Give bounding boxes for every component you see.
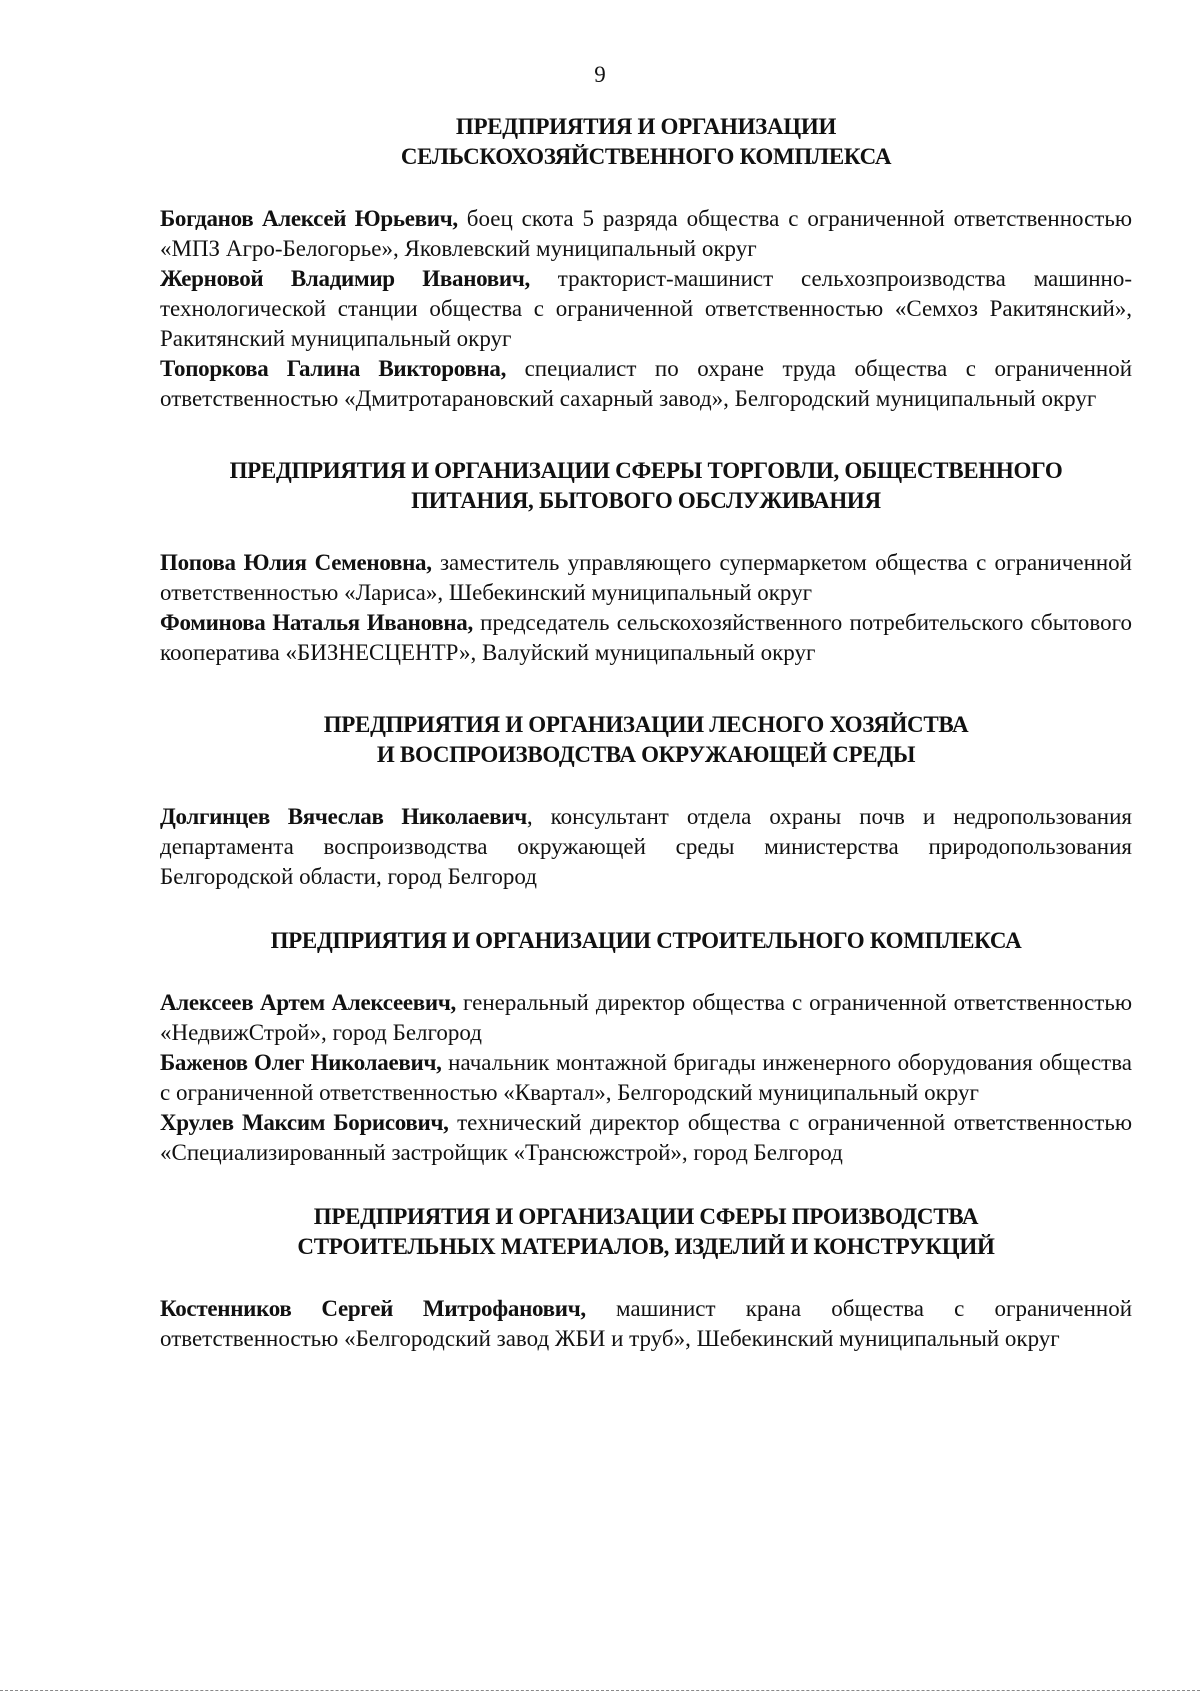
award-entry: [160, 1048, 1132, 1108]
award-entry: [160, 204, 1132, 264]
award-entry: [160, 354, 1132, 414]
section-title-line: СТРОИТЕЛЬНЫХ МАТЕРИАЛОВ, ИЗДЕЛИЙ И КОНСТРУКЦИЙ: [297, 1234, 995, 1259]
awardee-name: Жерновой Владимир Иванович,: [160, 266, 530, 291]
award-entry: [160, 988, 1132, 1048]
page-number: 9: [594, 62, 606, 87]
awardee-position: председатель сельскохозяйственного потребительского сбытового кооператива «БИЗНЕСЦЕНТР», Валуйский муниципальный округ: [160, 610, 1132, 665]
awardee-name: Алексеев Артем Алексеевич,: [160, 990, 456, 1015]
section-building-materials: [160, 1202, 1132, 1354]
section-title-line: ПРЕДПРИЯТИЯ И ОРГАНИЗАЦИИ СФЕРЫ ПРОИЗВОДСТВА: [313, 1204, 979, 1229]
document-body: [160, 112, 1132, 1354]
awardee-name: Топоркова Галина Викторовна,: [160, 356, 507, 381]
awardee-name: Фоминова Наталья Ивановна,: [160, 610, 473, 635]
award-entry: [160, 802, 1132, 892]
section-title: [160, 710, 1132, 770]
awardee-name: Костенников Сергей Митрофанович,: [160, 1296, 586, 1321]
awardee-position: начальник монтажной бригады инженерного оборудования общества с ограниченной ответственностью «Квартал», Белгородский муниципальный округ: [160, 1050, 1132, 1105]
award-entry: [160, 1294, 1132, 1354]
section-forestry: [160, 710, 1132, 892]
section-title: [160, 926, 1132, 956]
section-title-line: СЕЛЬСКОХОЗЯЙСТВЕННОГО КОМПЛЕКСА: [400, 144, 892, 169]
section-title-line: ПРЕДПРИЯТИЯ И ОРГАНИЗАЦИИ СТРОИТЕЛЬНОГО КОМПЛЕКСА: [270, 928, 1022, 953]
award-entry: [160, 1108, 1132, 1168]
awardee-name: Хрулев Максим Борисович,: [160, 1110, 449, 1135]
section-title-line: ПРЕДПРИЯТИЯ И ОРГАНИЗАЦИИ ЛЕСНОГО ХОЗЯЙСТВА: [323, 712, 969, 737]
award-entry: [160, 548, 1132, 608]
awardee-position: генеральный директор общества с ограниченной ответственностью «НедвижСтрой», город Белгород: [160, 990, 1133, 1045]
section-agriculture: [160, 112, 1132, 414]
page-edge-line: [0, 1690, 1200, 1692]
award-entry: [160, 608, 1132, 668]
awardee-position: машинист крана общества с ограниченной ответственностью «Белгородский завод ЖБИ и труб», Шебекинский муниципальный округ: [160, 1296, 1132, 1351]
section-trade: [160, 456, 1132, 668]
section-construction: [160, 926, 1132, 1168]
section-title: [160, 456, 1132, 516]
awardee-position: боец скота 5 разряда общества с ограниченной ответственностью «МПЗ Агро-Белогорье», Яковлевский муниципальный округ: [160, 206, 1133, 261]
awardee-name: Баженов Олег Николаевич,: [160, 1050, 442, 1075]
award-entry: [160, 264, 1132, 354]
awardee-position: , консультант отдела охраны почв и недропользования департамента воспроизводства окружающей среды министерства природопользования Белгородской области, город Белгород: [160, 804, 1132, 889]
awardee-name: Долгинцев Вячеслав Николаевич: [160, 804, 527, 829]
section-title-line: И ВОСПРОИЗВОДСТВА ОКРУЖАЮЩЕЙ СРЕДЫ: [376, 742, 916, 767]
awardee-name: Богданов Алексей Юрьевич,: [160, 206, 458, 231]
awardee-position: тракторист-машинист сельхозпроизводства машинно-технологической станции общества с ограниченной ответственностью «Семхоз Ракитянский», Ракитянский муниципальный округ: [160, 266, 1132, 351]
awardee-position: заместитель управляющего супермаркетом общества с ограниченной ответственностью «Лариса», Шебекинский муниципальный округ: [160, 550, 1132, 605]
awardee-name: Попова Юлия Семеновна,: [160, 550, 432, 575]
awardee-position: технический директор общества с ограниченной ответственностью «Специализированный застройщик «Трансюжстрой», город Белгород: [160, 1110, 1132, 1165]
section-title-line: ПРЕДПРИЯТИЯ И ОРГАНИЗАЦИИ: [455, 114, 837, 139]
section-title: [160, 112, 1132, 172]
section-title: [160, 1202, 1132, 1262]
awardee-position: специалист по охране труда общества с ограниченной ответственностью «Дмитротарановский сахарный завод», Белгородский муниципальный округ: [160, 356, 1133, 411]
section-title-line: ПРЕДПРИЯТИЯ И ОРГАНИЗАЦИИ СФЕРЫ ТОРГОВЛИ, ОБЩЕСТВЕННОГО: [229, 458, 1063, 483]
section-title-line: ПИТАНИЯ, БЫТОВОГО ОБСЛУЖИВАНИЯ: [411, 488, 881, 513]
